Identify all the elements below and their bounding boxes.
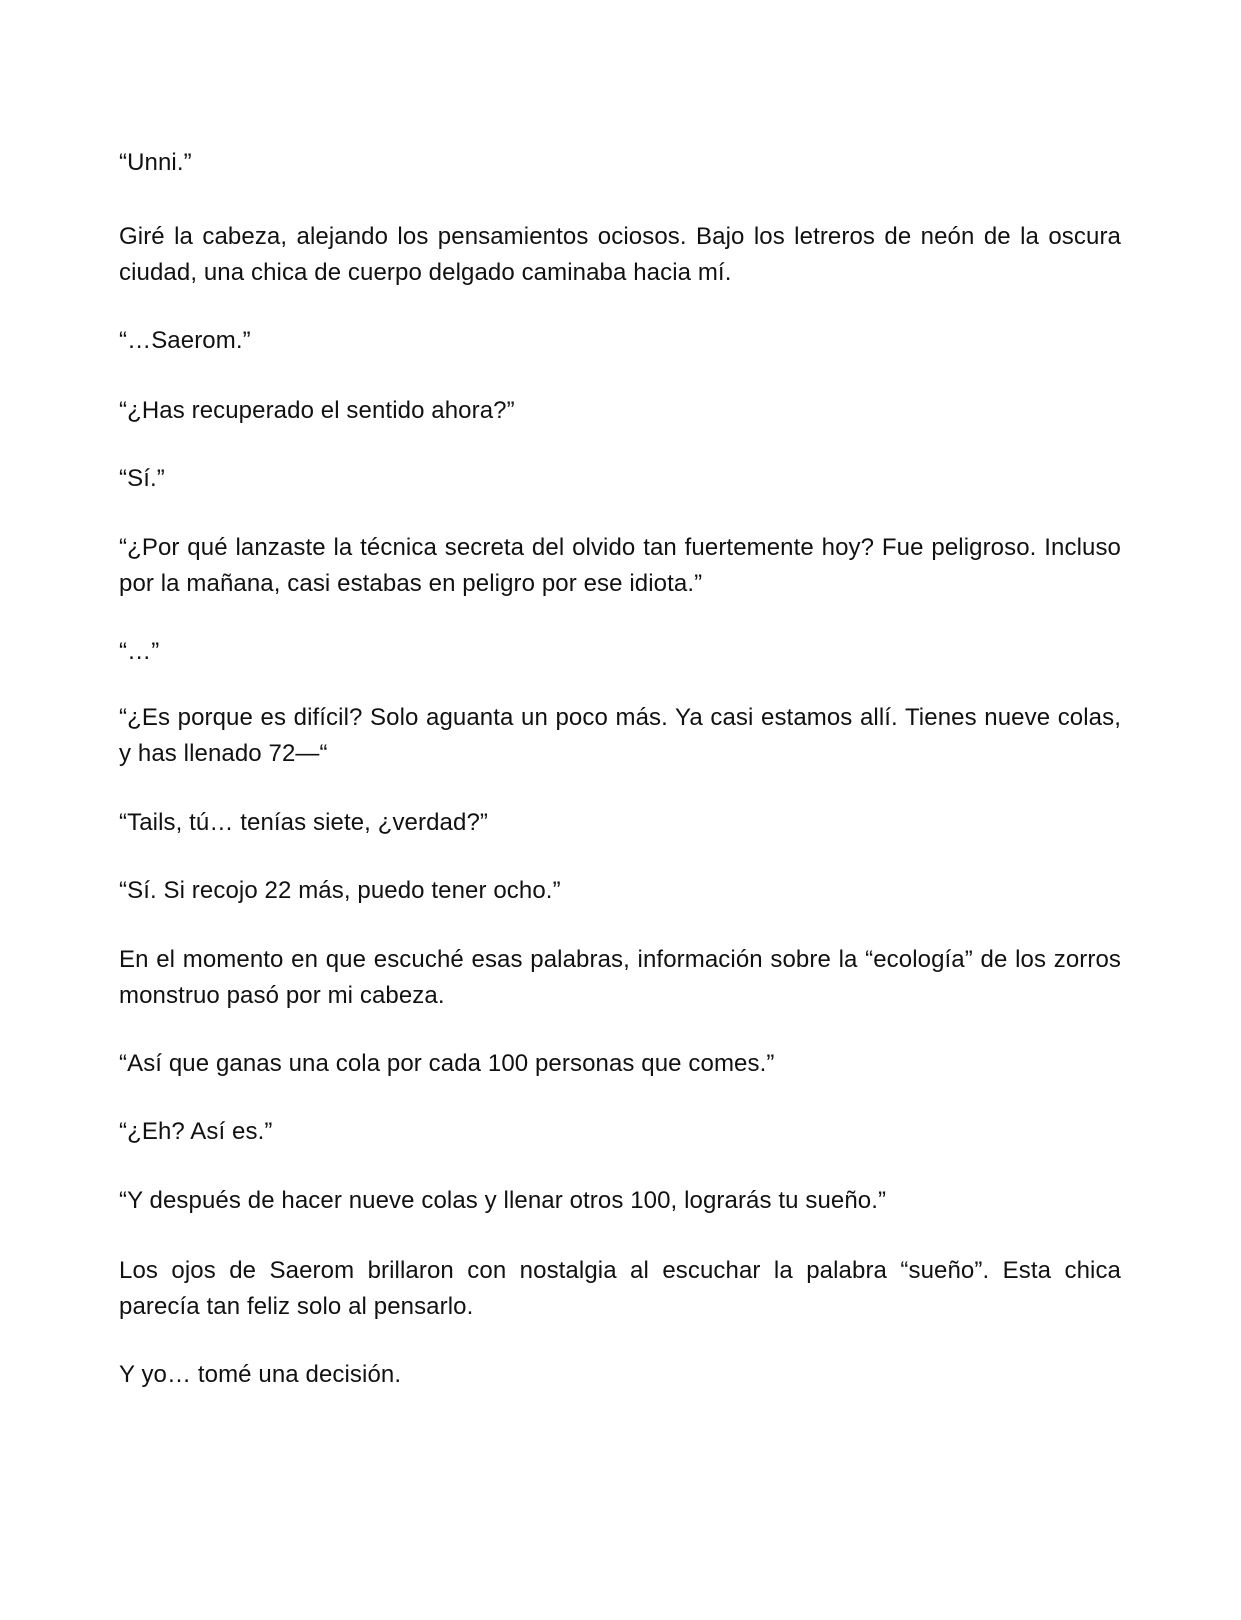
paragraph-7: “…”: [119, 638, 160, 665]
paragraph-8: “¿Es porque es difícil? Solo aguanta un poco más. Ya casi estamos allí. Tienes nueve colas, y has llenado 72—“: [119, 704, 1121, 767]
paragraph-10: “Sí. Si recojo 22 más, puedo tener ocho.”: [119, 877, 561, 904]
paragraph-11: En el momento en que escuché esas palabras, información sobre la “ecología” de los zorros monstruo pasó por mi cabeza.: [119, 946, 1121, 1009]
paragraph-1: “Unni.”: [119, 149, 192, 176]
paragraph-5: “Sí.”: [119, 465, 165, 492]
paragraph-12: “Así que ganas una cola por cada 100 personas que comes.”: [119, 1050, 775, 1077]
paragraph-4: “¿Has recuperado el sentido ahora?”: [119, 397, 515, 424]
paragraph-14: “Y después de hacer nueve colas y llenar otros 100, lograrás tu sueño.”: [119, 1187, 887, 1214]
paragraph-2: Giré la cabeza, alejando los pensamientos ociosos. Bajo los letreros de neón de la oscura ciudad, una chica de cuerpo delgado caminaba hacia mí.: [119, 223, 1121, 286]
paragraph-3: “…Saerom.”: [119, 327, 251, 354]
paragraph-9: “Tails, tú… tenías siete, ¿verdad?”: [119, 809, 488, 836]
paragraph-13: “¿Eh? Así es.”: [119, 1118, 273, 1145]
paragraph-16: Y yo… tomé una decisión.: [119, 1361, 402, 1388]
paragraph-15: Los ojos de Saerom brillaron con nostalgia al escuchar la palabra “sueño”. Esta chica parecía tan feliz solo al pensarlo.: [119, 1257, 1121, 1320]
paragraph-6: “¿Por qué lanzaste la técnica secreta del olvido tan fuertemente hoy? Fue peligroso. Incluso por la mañana, casi estabas en peligro por ese idiota.”: [119, 534, 1121, 597]
